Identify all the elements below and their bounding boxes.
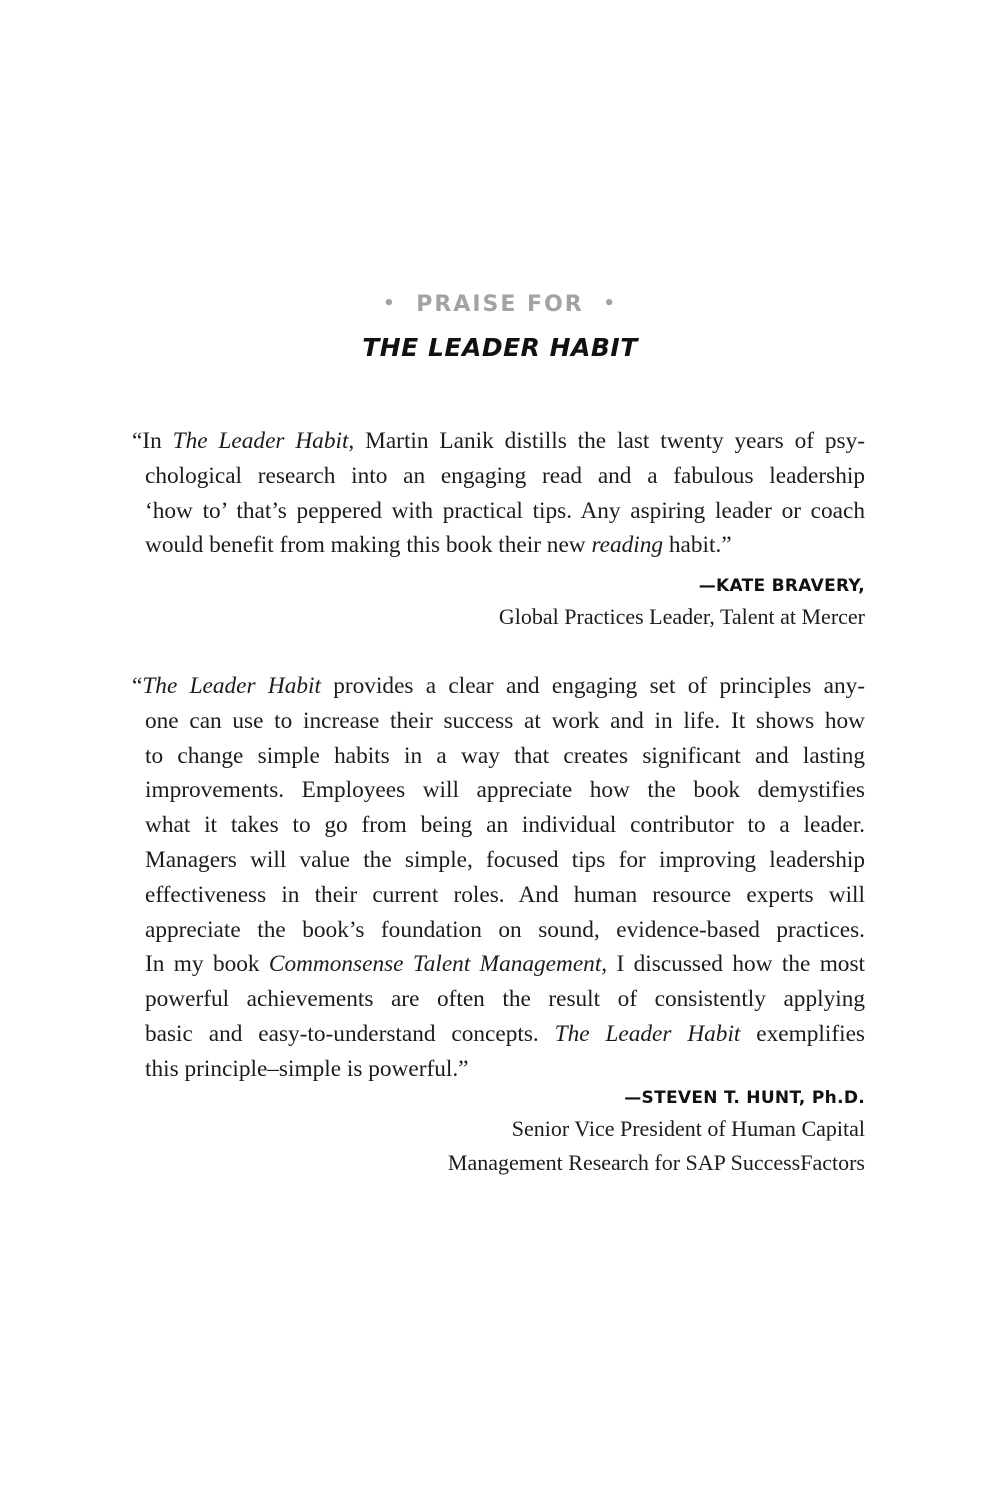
quote-line <box>145 773 865 808</box>
praise-kicker <box>0 292 1000 317</box>
quote-line <box>145 982 865 1017</box>
quote-line <box>145 808 865 843</box>
quote-line <box>145 913 865 948</box>
quote-text: “In <box>132 428 173 454</box>
quote-line <box>145 1052 865 1087</box>
quote-text: habit.” <box>663 532 732 559</box>
quote-text: to change simple habits in a way that creates significant and lasting <box>145 742 865 769</box>
quote-line <box>145 739 865 774</box>
testimonial-quote-2 <box>132 669 865 1087</box>
quote-line <box>145 494 865 529</box>
quote-italic-text: The Leader Habit <box>554 1020 741 1047</box>
quote-line <box>145 704 865 739</box>
quote-text: chological research into an engaging read and a fabulous leadership <box>145 462 865 489</box>
quote-text: powerful achievements are often the result of consistently applying <box>145 986 865 1013</box>
quote-text: this principle–simple is powerful.” <box>145 1055 469 1082</box>
quote-text: basic and easy-to-understand concepts. <box>145 1020 555 1047</box>
testimonial-author-role-2 <box>448 1112 865 1180</box>
quote-line <box>145 947 865 982</box>
bullet-dot-left: • <box>383 293 397 314</box>
quote-text: what it takes to go from being an individual contributor to a leader. <box>145 812 865 839</box>
quote-line <box>132 424 865 459</box>
role-line: Management Research for SAP SuccessFactors <box>447 1150 865 1175</box>
bullet-dot-right: • <box>603 293 617 314</box>
quote-text: “ <box>132 673 143 699</box>
role-line: Senior Vice President of Human Capital <box>511 1116 865 1141</box>
quote-line <box>145 528 865 563</box>
quote-text: improvements. Employees will appreciate how the book demystifies <box>145 777 865 804</box>
quote-line <box>145 843 865 878</box>
quote-text: provides a clear and engaging set of principles any- <box>320 673 865 699</box>
quote-italic-text: Commonsense Talent Management, <box>268 951 608 978</box>
quote-text: would benefit from making this book their new <box>145 532 592 559</box>
quote-text: effectiveness in their current roles. And human resource experts will <box>145 881 865 908</box>
quote-text: I discussed how the most <box>607 951 865 978</box>
quote-text: ‘how to’ that’s peppered with practical tips. Any aspiring leader or coach <box>145 497 865 524</box>
testimonial-author-2: —STEVEN T. HUNT, Ph.D. <box>624 1088 865 1108</box>
quote-text: exemplifies <box>740 1020 865 1047</box>
quote-line <box>145 1017 865 1052</box>
quote-italic-text: The Leader Habit <box>142 673 321 699</box>
quote-italic-text: The Leader Habit <box>172 428 349 454</box>
quote-text: one can use to increase their success at work and in life. It shows how <box>145 707 865 734</box>
testimonial-author-role-1 <box>499 600 865 634</box>
quote-text: , Martin Lanik distills the last twenty years of psy- <box>348 428 865 454</box>
quote-text: In my book <box>145 951 269 978</box>
quote-line <box>145 459 865 494</box>
quote-line <box>132 669 865 704</box>
quote-line <box>145 878 865 913</box>
testimonial-quote-1 <box>132 424 865 563</box>
quote-text: appreciate the book’s foundation on sound, evidence-based practices. <box>145 916 865 943</box>
quote-italic-text: reading <box>591 532 664 559</box>
testimonial-author-1: —KATE BRAVERY, <box>698 576 865 596</box>
role-line: Global Practices Leader, Talent at Mercer <box>498 604 865 629</box>
book-title: THE LEADER HABIT <box>362 333 638 362</box>
praise-for-label: PRAISE FOR <box>416 292 584 317</box>
quote-text: Managers will value the simple, focused tips for improving leadership <box>145 846 865 873</box>
